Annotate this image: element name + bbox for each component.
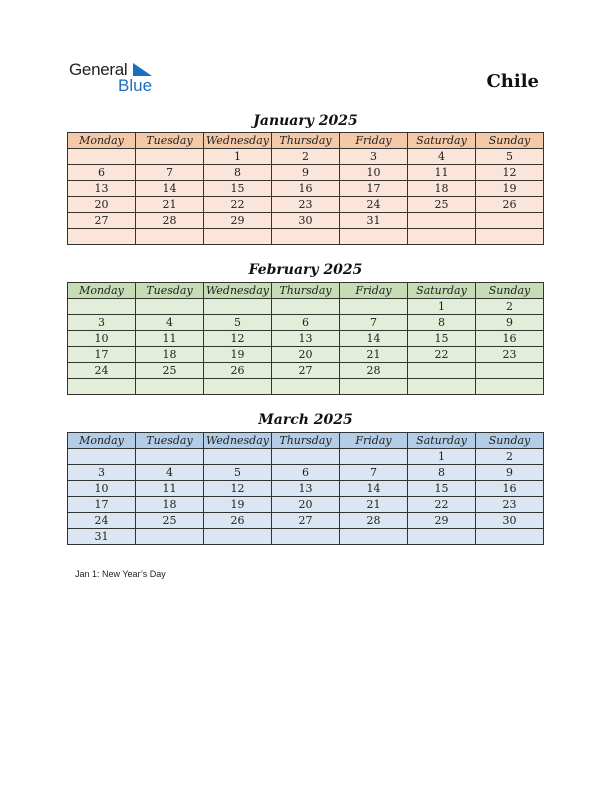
day-cell: 12 [204, 331, 272, 347]
week-row [68, 331, 544, 347]
week-row [68, 299, 544, 315]
day-cell: 19 [204, 497, 272, 513]
empty-day-cell [340, 299, 408, 315]
weekday-header-row [68, 283, 544, 299]
empty-day-cell [408, 379, 476, 395]
empty-day-cell [68, 149, 136, 165]
day-cell: 6 [68, 165, 136, 181]
day-cell: 27 [272, 363, 340, 379]
day-cell: 25 [408, 197, 476, 213]
day-cell: 7 [340, 315, 408, 331]
day-cell: 17 [340, 181, 408, 197]
country-title: Chile [486, 71, 539, 92]
day-cell: 5 [204, 315, 272, 331]
empty-day-cell [340, 449, 408, 465]
weekday-header-wednesday: Wednesday [204, 283, 272, 299]
empty-day-cell [136, 299, 204, 315]
day-cell: 14 [340, 331, 408, 347]
day-cell: 4 [408, 149, 476, 165]
weekday-header-wednesday: Wednesday [204, 433, 272, 449]
day-cell: 16 [476, 481, 544, 497]
day-cell: 9 [476, 315, 544, 331]
weekday-header-tuesday: Tuesday [136, 133, 204, 149]
week-row [68, 149, 544, 165]
empty-day-cell [272, 229, 340, 245]
weekday-header-sunday: Sunday [476, 283, 544, 299]
weekday-header-saturday: Saturday [408, 133, 476, 149]
day-cell: 20 [272, 497, 340, 513]
weekday-header-row [68, 433, 544, 449]
day-cell: 19 [476, 181, 544, 197]
calendar-february [67, 282, 544, 395]
week-row [68, 229, 544, 245]
empty-day-cell [340, 529, 408, 545]
empty-day-cell [204, 529, 272, 545]
day-cell: 7 [136, 165, 204, 181]
day-cell: 3 [340, 149, 408, 165]
day-cell: 24 [340, 197, 408, 213]
day-cell: 5 [204, 465, 272, 481]
day-cell: 28 [340, 363, 408, 379]
empty-day-cell [136, 229, 204, 245]
week-row [68, 165, 544, 181]
day-cell: 13 [272, 481, 340, 497]
weekday-header-row [68, 133, 544, 149]
day-cell: 1 [408, 299, 476, 315]
day-cell: 25 [136, 513, 204, 529]
day-cell: 3 [68, 465, 136, 481]
weekday-header-thursday: Thursday [272, 133, 340, 149]
day-cell: 2 [272, 149, 340, 165]
day-cell: 11 [136, 331, 204, 347]
day-cell: 1 [408, 449, 476, 465]
week-row [68, 363, 544, 379]
empty-day-cell [340, 229, 408, 245]
empty-day-cell [204, 299, 272, 315]
weekday-header-tuesday: Tuesday [136, 283, 204, 299]
day-cell: 31 [68, 529, 136, 545]
day-cell: 18 [136, 497, 204, 513]
day-cell: 9 [476, 465, 544, 481]
day-cell: 18 [408, 181, 476, 197]
empty-day-cell [408, 229, 476, 245]
empty-day-cell [68, 449, 136, 465]
day-cell: 7 [340, 465, 408, 481]
empty-day-cell [272, 299, 340, 315]
day-cell: 16 [476, 331, 544, 347]
day-cell: 2 [476, 299, 544, 315]
day-cell: 20 [272, 347, 340, 363]
empty-day-cell [136, 149, 204, 165]
empty-day-cell [408, 363, 476, 379]
empty-day-cell [340, 379, 408, 395]
calendar-march [67, 432, 544, 545]
week-row [68, 197, 544, 213]
day-cell: 8 [204, 165, 272, 181]
day-cell: 28 [340, 513, 408, 529]
empty-day-cell [136, 529, 204, 545]
weekday-header-thursday: Thursday [272, 433, 340, 449]
day-cell: 15 [408, 331, 476, 347]
day-cell: 22 [204, 197, 272, 213]
weekday-header-sunday: Sunday [476, 133, 544, 149]
day-cell: 23 [476, 497, 544, 513]
day-cell: 12 [476, 165, 544, 181]
day-cell: 15 [408, 481, 476, 497]
day-cell: 30 [476, 513, 544, 529]
empty-day-cell [476, 229, 544, 245]
calendar-january [67, 132, 544, 245]
day-cell: 10 [68, 481, 136, 497]
weekday-header-saturday: Saturday [408, 433, 476, 449]
weekday-header-tuesday: Tuesday [136, 433, 204, 449]
empty-day-cell [272, 529, 340, 545]
day-cell: 4 [136, 465, 204, 481]
day-cell: 31 [340, 213, 408, 229]
generalblue-logo [69, 60, 159, 96]
day-cell: 23 [272, 197, 340, 213]
weekday-header-friday: Friday [340, 133, 408, 149]
week-row [68, 513, 544, 529]
week-row [68, 497, 544, 513]
weekday-header-thursday: Thursday [272, 283, 340, 299]
empty-day-cell [204, 379, 272, 395]
day-cell: 15 [204, 181, 272, 197]
day-cell: 14 [340, 481, 408, 497]
week-row [68, 529, 544, 545]
day-cell: 17 [68, 497, 136, 513]
day-cell: 4 [136, 315, 204, 331]
day-cell: 12 [204, 481, 272, 497]
logo-text-blue: Blue [118, 76, 153, 95]
empty-day-cell [476, 363, 544, 379]
week-row [68, 465, 544, 481]
empty-day-cell [204, 449, 272, 465]
day-cell: 29 [204, 213, 272, 229]
holiday-notes [75, 569, 166, 579]
week-row [68, 315, 544, 331]
day-cell: 26 [204, 363, 272, 379]
day-cell: 11 [408, 165, 476, 181]
weekday-header-monday: Monday [68, 133, 136, 149]
empty-day-cell [136, 449, 204, 465]
day-cell: 20 [68, 197, 136, 213]
empty-day-cell [68, 299, 136, 315]
day-cell: 16 [272, 181, 340, 197]
holiday-note: Jan 1: New Year’s Day [75, 569, 166, 579]
week-row [68, 481, 544, 497]
empty-day-cell [136, 379, 204, 395]
empty-day-cell [476, 529, 544, 545]
day-cell: 30 [272, 213, 340, 229]
month-title-january: January 2025 [253, 113, 358, 129]
holiday-day-cell: 1 [204, 149, 272, 165]
day-cell: 10 [68, 331, 136, 347]
weekday-header-saturday: Saturday [408, 283, 476, 299]
day-cell: 5 [476, 149, 544, 165]
day-cell: 11 [136, 481, 204, 497]
month-title-february: February 2025 [248, 262, 363, 278]
day-cell: 25 [136, 363, 204, 379]
week-row [68, 213, 544, 229]
day-cell: 17 [68, 347, 136, 363]
day-cell: 13 [272, 331, 340, 347]
empty-day-cell [68, 379, 136, 395]
week-row [68, 379, 544, 395]
day-cell: 23 [476, 347, 544, 363]
day-cell: 19 [204, 347, 272, 363]
day-cell: 28 [136, 213, 204, 229]
empty-day-cell [272, 449, 340, 465]
day-cell: 8 [408, 315, 476, 331]
day-cell: 27 [272, 513, 340, 529]
day-cell: 29 [408, 513, 476, 529]
weekday-header-friday: Friday [340, 283, 408, 299]
empty-day-cell [408, 213, 476, 229]
day-cell: 24 [68, 363, 136, 379]
weekday-header-sunday: Sunday [476, 433, 544, 449]
day-cell: 18 [136, 347, 204, 363]
day-cell: 21 [340, 347, 408, 363]
day-cell: 6 [272, 465, 340, 481]
empty-day-cell [476, 379, 544, 395]
day-cell: 21 [136, 197, 204, 213]
day-cell: 24 [68, 513, 136, 529]
day-cell: 6 [272, 315, 340, 331]
day-cell: 8 [408, 465, 476, 481]
empty-day-cell [68, 229, 136, 245]
day-cell: 26 [476, 197, 544, 213]
empty-day-cell [204, 229, 272, 245]
day-cell: 2 [476, 449, 544, 465]
logo-triangle-icon [133, 63, 153, 77]
month-title-march: March 2025 [258, 412, 353, 428]
day-cell: 27 [68, 213, 136, 229]
day-cell: 9 [272, 165, 340, 181]
day-cell: 22 [408, 497, 476, 513]
day-cell: 10 [340, 165, 408, 181]
week-row [68, 181, 544, 197]
weekday-header-monday: Monday [68, 283, 136, 299]
weekday-header-friday: Friday [340, 433, 408, 449]
day-cell: 22 [408, 347, 476, 363]
day-cell: 21 [340, 497, 408, 513]
empty-day-cell [272, 379, 340, 395]
day-cell: 26 [204, 513, 272, 529]
week-row [68, 449, 544, 465]
week-row [68, 347, 544, 363]
weekday-header-wednesday: Wednesday [204, 133, 272, 149]
empty-day-cell [476, 213, 544, 229]
day-cell: 3 [68, 315, 136, 331]
empty-day-cell [408, 529, 476, 545]
day-cell: 14 [136, 181, 204, 197]
weekday-header-monday: Monday [68, 433, 136, 449]
logo-text-general: General [69, 60, 128, 79]
day-cell: 13 [68, 181, 136, 197]
